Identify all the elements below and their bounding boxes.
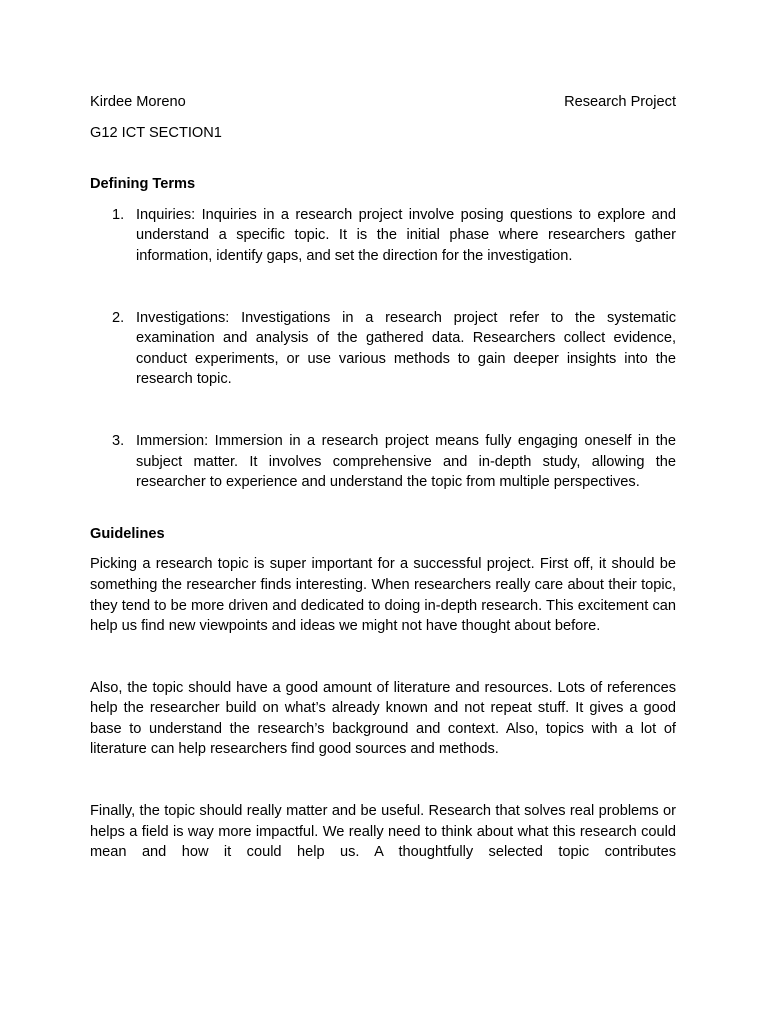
list-item bbox=[90, 205, 676, 267]
class-section: G12 ICT SECTION1 bbox=[90, 124, 222, 141]
list-item-text: Immersion: Immersion in a research project means fully engaging oneself in the subject matter. It involves comprehensive and in-depth study, allowing the researcher to experience and understand the topic from multiple perspectives. bbox=[136, 432, 676, 491]
list-item-text: Inquiries: Inquiries in a research project involve posing questions to explore and understand a specific topic. It is the initial phase where researchers gather information, identify gaps, and set the direction for the investigation. bbox=[136, 206, 676, 264]
list-item-number: 3. bbox=[112, 432, 125, 449]
author-name: Kirdee Moreno bbox=[90, 94, 186, 110]
list-item bbox=[90, 308, 676, 390]
paragraph: Picking a research topic is super important for a successful project. First off, it should be something the researcher finds interesting. When researchers really care about their topic, they tend to be more driven and dedicated to doing in-depth research. This excitement can help us find new viewpoints and ideas we might not have thought about before. bbox=[90, 556, 676, 635]
paragraph: Finally, the topic should really matter and be useful. Research that solves real problems or helps a field is way more impactful. We really need to think about what this research could mean and how it could help us. A thoughtfully selected topic contributes bbox=[90, 803, 676, 861]
list-item-text: Investigations: Investigations in a research project refer to the systematic examination and analysis of the gathered data. Researchers collect evidence, conduct experiments, or use various methods to gain deeper insights into the research topic. bbox=[136, 309, 676, 388]
guidelines-heading: Guidelines bbox=[90, 525, 165, 542]
list-item bbox=[90, 431, 676, 493]
guidelines-body bbox=[90, 554, 676, 863]
document-header bbox=[90, 92, 676, 113]
list-item-number: 2. bbox=[112, 309, 125, 326]
paragraph: Also, the topic should have a good amount of literature and resources. Lots of references help the researcher build on what’s already known and not repeat stuff. It gives a good base to understand the research’s background and context. Also, topics with a lot of literature can help researchers find good sources and methods. bbox=[90, 679, 676, 758]
list-item-number: 1. bbox=[112, 206, 125, 223]
document-title: Research Project bbox=[564, 94, 676, 110]
document-page bbox=[90, 92, 676, 863]
defining-terms-heading: Defining Terms bbox=[90, 176, 196, 193]
defining-terms-list bbox=[90, 205, 676, 493]
